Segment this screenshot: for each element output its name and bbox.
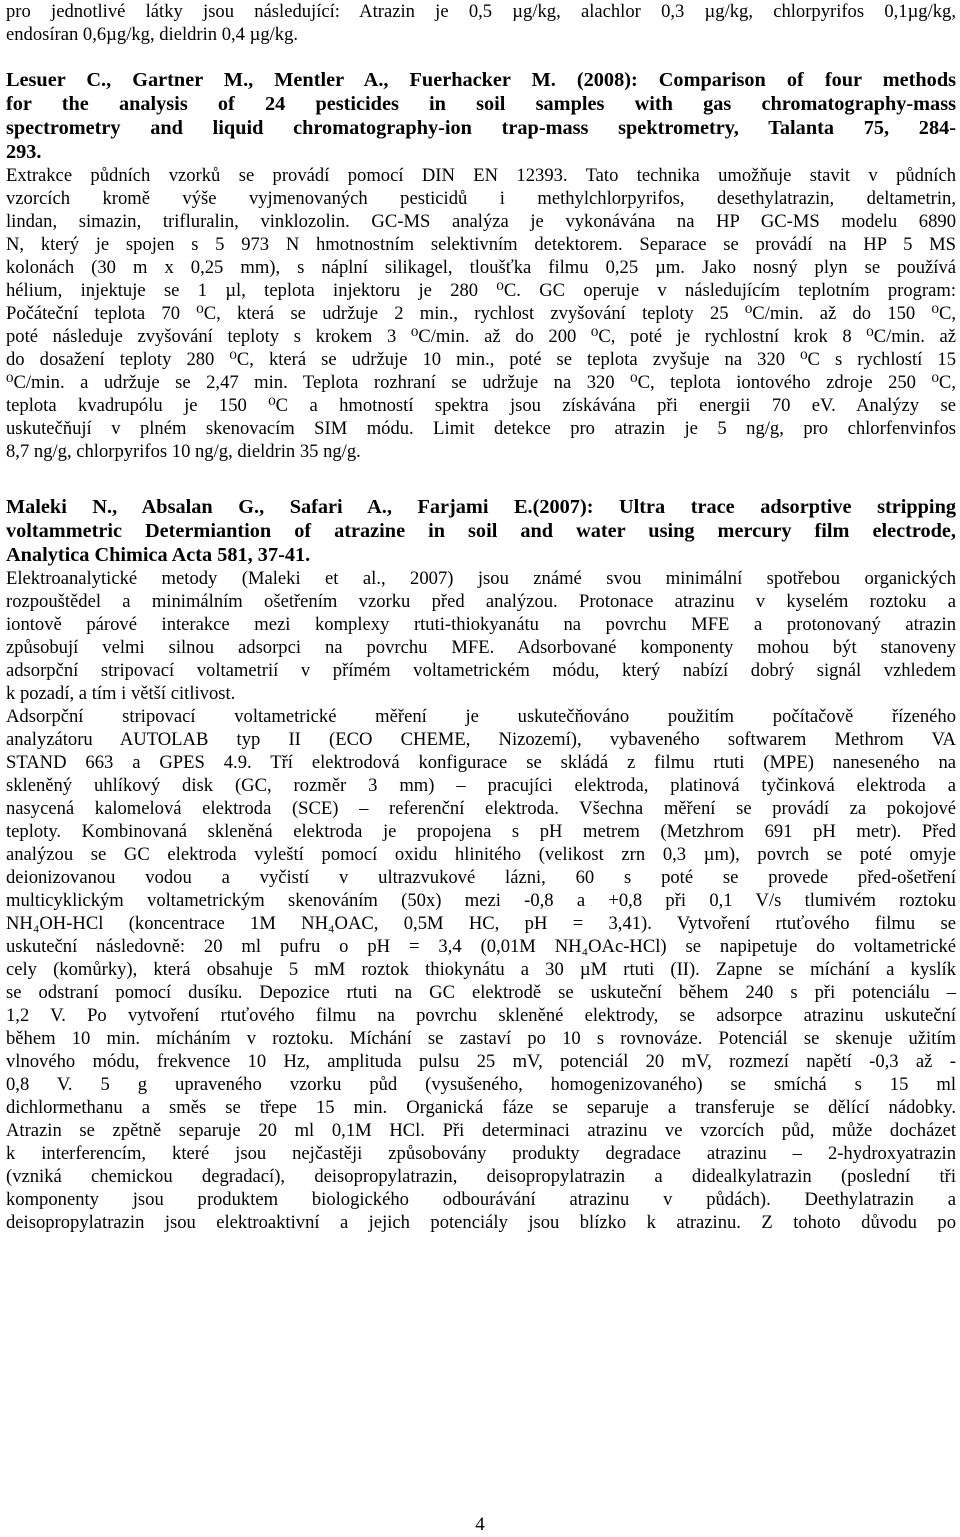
text-line: STAND 663 a GPES 4.9. Tří elektrodová konfigurace se skládá z filmu rtuti (MPE) naneseného na <box>6 752 956 773</box>
text-line: nasycená kalomelová elektroda (SCE) – referenční elektroda. Všechna měření se provádí za pokojové <box>6 798 956 819</box>
text-line: endosíran 0,6µg/kg, dieldrin 0,4 µg/kg. <box>6 24 299 45</box>
text-line: cely (komůrky), která obsahuje 5 mM roztok thiokynátu a 30 µM rtuti (II). Zapne se míchání a kyslík <box>6 959 956 980</box>
text-line: k interferencím, které jsou nejčastěji způsobovány produkty degradace atrazinu – 2-hydroxyatrazin <box>6 1143 956 1164</box>
citation-line: spectrometry and liquid chromatography-ion trap-mass spektrometry, Talanta 75, 284- <box>6 117 956 139</box>
intro-paragraph <box>6 0 956 46</box>
document-page <box>6 0 956 1234</box>
text-line: pro jednotlivé látky jsou následující: Atrazin je 0,5 µg/kg, alachlor 0,3 µg/kg, chlorpyrifos 0,1µg/kg, <box>6 1 956 22</box>
reference-maleki-citation <box>6 495 956 567</box>
text-line: vzorcích kromě výše vyjmenovaných pesticidů i methylchlorpyrifos, desethylatrazin, deltametrin, <box>6 188 956 209</box>
text-line: analyzátoru AUTOLAB typ II (ECO CHEME, Nizozemí), vybaveného softwarem Methrom VA <box>6 729 956 750</box>
text-line: Elektroanalytické metody (Maleki et al., 2007) jsou známé svou minimální spotřebou organických <box>6 568 956 589</box>
text-line: 8,7 ng/g, chlorpyrifos 10 ng/g, dieldrin 35 ng/g. <box>6 441 361 462</box>
text-line: Atrazin se zpětně separuje 20 ml 0,1M HCl. Při determinaci atrazinu ve vzorcích půd, může docházet <box>6 1120 956 1141</box>
text-line: Extrakce půdních vzorků se provádí pomocí DIN EN 12393. Tato technika umožňuje stavit v půdních <box>6 165 956 186</box>
reference-lesuer-citation <box>6 68 956 164</box>
text-line: adsorpční stripovací voltametrií v přímém voltametrickém módu, který nabízí dobrý signál vzhledem <box>6 660 956 681</box>
text-line: 0,8 V. 5 g upraveného vzorku půd (vysušeného, homogenizovaného) se smíchá s 15 ml <box>6 1074 956 1095</box>
text-line: kolonách (30 m x 0,25 mm), s náplní silikagel, tloušťka filmu 0,25 µm. Jako nosný plyn se používá <box>6 257 956 278</box>
text-line: rozpouštědel a minimálním ošetřením vzorku před analýzou. Protonace atrazinu v kyselém roztoku a <box>6 591 956 612</box>
text-line: poté následuje zvyšování teploty s krokem 3 ⁰C/min. až do 200 ⁰C, poté je rychlostní krok 8 ⁰C/min. až <box>6 326 956 347</box>
text-line: skleněný uhlíkový disk (GC, rozměr 3 mm) – pracujíci elektroda, platinová tyčinková elektroda a <box>6 775 956 796</box>
text-line: hélium, injektuje se 1 µl, teplota injektoru je 280 ⁰C. GC operuje v následujícím teplotním program: <box>6 280 956 301</box>
page-number: 4 <box>475 1514 485 1535</box>
text-line: NH₄OH-HCl (koncentrace 1M NH₄OAC, 0,5M HC, pH = 3,41). Vytvoření rtuťového filmu se <box>6 913 956 934</box>
text-line: vlnového módu, frekvence 10 Hz, amplituda pulsu 25 mV, potenciál 20 mV, rozmezí napětí -0,3 až - <box>6 1051 956 1072</box>
reference-maleki-body <box>6 567 956 1234</box>
text-line: během 10 min. mícháním v roztoku. Míchání se zastaví po 10 s rovnováze. Potenciál se skenuje užitím <box>6 1028 956 1049</box>
citation-line: Analytica Chimica Acta 581, 37-41. <box>6 544 311 566</box>
citation-line: Lesuer C., Gartner M., Mentler A., Fuerhacker M. (2008): Comparison of four methods <box>6 69 956 91</box>
citation-line: for the analysis of 24 pesticides in soil samples with gas chromatography-mass <box>6 93 956 115</box>
text-line: Adsorpční stripovací voltametrické měření je uskutečňováno použitím počítačově řízeného <box>6 706 956 727</box>
text-line: uskuteční následovně: 20 ml pufru o pH = 3,4 (0,01M NH₄OAc-HCl) se napipetuje do voltametrické <box>6 936 956 957</box>
text-line: teploty. Kombinovaná skleněná elektroda je propojena s pH metrem (Metzhrom 691 pH metr). Před <box>6 821 956 842</box>
text-line: analýzou se GC elektroda vyleští pomocí oxidu hlinitého (velikost zrn 0,3 µm), povrch se poté omyje <box>6 844 956 865</box>
text-line: deionizovanou vodou a vyčistí v ultrazvukové lázni, 60 s poté se provede před-ošetření <box>6 867 956 888</box>
citation-line: Maleki N., Absalan G., Safari A., Farjami E.(2007): Ultra trace adsorptive stripping <box>6 496 956 518</box>
text-line: do dosažení teploty 280 ⁰C, která se udržuje 10 min., poté se teplota zvyšuje na 320 ⁰C s rychlostí 15 <box>6 349 956 370</box>
text-line: teplota kvadrupólu je 150 ⁰C a hmotností spektra jsou získávána při energii 70 eV. Analýzy se <box>6 395 956 416</box>
text-line: uskutečňují v plném skenovacím SIM módu. Limit detekce pro atrazin je 5 ng/g, pro chlorfenvinfos <box>6 418 956 439</box>
text-line: Počáteční teplota 70 ⁰C, která se udržuje 2 min., rychlost zvyšování teploty 25 ⁰C/min. až do 150 ⁰C, <box>6 303 956 324</box>
text-line: 1,2 V. Po vytvoření rtuťového filmu na povrchu skleněné elektrody, se adsorpce atrazinu uskuteční <box>6 1005 956 1026</box>
text-line: ⁰C/min. a udržuje se 2,47 min. Teplota rozhraní se udržuje na 320 ⁰C, teplota iontového zdroje 250 ⁰C, <box>6 372 956 393</box>
text-line: (vzniká chemickou degradací), deisopropylatrazin, deisopropylatrazin a didealkylatrazin (poslední tři <box>6 1166 956 1187</box>
text-line: lindan, simazin, trifluralin, vinklozolin. GC-MS analýza je vykonávána na HP GC-MS modelu 6890 <box>6 211 956 232</box>
text-line: N, který je spojen s 5 973 N hmotnostním selektivním detektorem. Separace se provádí na HP 5 MS <box>6 234 956 255</box>
citation-line: voltammetric Determiantion of atrazine in soil and water using mercury film electrode, <box>6 520 956 542</box>
text-line: se odstraní pomocí dusíku. Depozice rtuti na GC elektrodě se uskuteční během 240 s při potenciálu – <box>6 982 956 1003</box>
text-line: deisopropylatrazin jsou elektroaktivní a jejich potenciály jsou blízko k atrazinu. Z tohoto důvodu po <box>6 1212 956 1233</box>
text-line: způsobují velmi silnou adsorpci na povrchu MFE. Adsorbované komponenty mohou být stanoveny <box>6 637 956 658</box>
citation-line: 293. <box>6 141 42 163</box>
reference-lesuer-body <box>6 164 956 463</box>
text-line: iontově párové interakce mezi komplexy rtuti-thiokyanátu na povrchu MFE a protonovaný atrazin <box>6 614 956 635</box>
text-line: dichlormethanu a směs se třepe 15 min. Organická fáze se separuje a transferuje se dělící nádobky. <box>6 1097 956 1118</box>
text-line: multicyklickým voltametrickým skenováním (50x) mezi -0,8 a +0,8 při 0,1 V/s tlumivém roztoku <box>6 890 956 911</box>
text-line: komponenty jsou produktem biologického odbourávání atrazinu v půdách). Deethylatrazin a <box>6 1189 956 1210</box>
text-line: k pozadí, a tím i větší citlivost. <box>6 683 236 704</box>
